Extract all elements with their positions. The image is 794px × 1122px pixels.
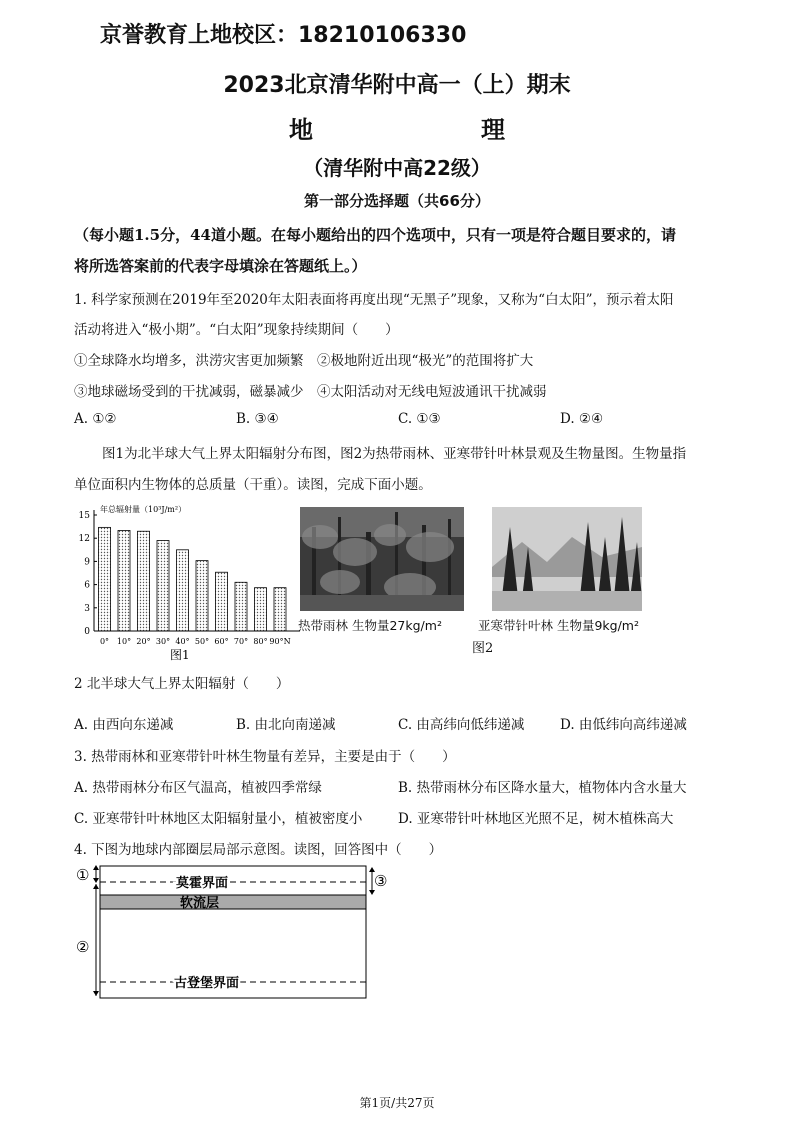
- moho-label: 莫霍界面: [176, 876, 229, 891]
- chart-xtick-label: 10°: [116, 637, 132, 646]
- label-3: ③: [374, 872, 388, 890]
- chart-bar: [216, 572, 228, 631]
- chart-bar: [235, 582, 247, 631]
- chart-xtick-label: 20°: [136, 637, 151, 646]
- chart-bar: [274, 588, 286, 631]
- q2-option-a: A. 由西向东递减: [74, 717, 174, 733]
- label-2: ②: [76, 938, 90, 956]
- instructions-line-2: 将所选答案前的代表字母填涂在答题纸上。）: [74, 257, 367, 275]
- chart-ytick-label: 3: [84, 603, 90, 614]
- q1-stem-line-1: 1. 科学家预测在2019年至2020年太阳表面将再度出现“无黑子”现象，又称为“白太阳”，预示着太阳: [74, 292, 674, 308]
- radiation-bar-chart: [70, 503, 305, 663]
- q2-option-c: C. 由高纬向低纬递减: [398, 717, 525, 733]
- q3-stem: 3. 热带雨林和亚寒带针叶林生物量有差异，主要是由于（ ）: [74, 749, 456, 765]
- rainforest-photo: [300, 507, 464, 611]
- gutenberg-label: 古登堡界面: [174, 976, 240, 991]
- chart-ytick-label: 9: [84, 557, 90, 568]
- label-1: ①: [76, 866, 90, 884]
- q2-option-d: D. 由低纬向高纬递减: [560, 717, 687, 733]
- chart-bar: [118, 530, 130, 631]
- chart-xtick-label: 30°: [155, 637, 171, 646]
- chart-ytick-label: 0: [84, 627, 90, 637]
- chart-bar: [99, 527, 111, 631]
- exam-title: 2023北京清华附中高一（上）期末: [223, 73, 571, 98]
- q3-option-b: B. 热带雨林分布区降水量大，植物体内含水量大: [398, 780, 687, 796]
- intro-line-1: 图1为北半球大气上界太阳辐射分布图，图2为热带雨林、亚寒带针叶林景观及生物量图。生物量指: [102, 446, 687, 462]
- subject-title: 地 理: [289, 116, 545, 144]
- rainforest-caption: 热带雨林 生物量27kg/m²: [298, 618, 442, 633]
- earth-layers-diagram: [70, 862, 390, 1002]
- chart-xtick-label: 50°: [194, 637, 210, 646]
- chart-xtick-label: 90°N: [269, 637, 291, 646]
- intro-line-2: 单位面积内生物体的总质量（干重）。读图，完成下面小题。: [74, 477, 432, 493]
- page-footer: 第1页/共27页: [359, 1096, 435, 1110]
- chart-ytick-label: 15: [78, 511, 90, 521]
- q2-option-b: B. 由北向南递减: [236, 717, 336, 733]
- q3-option-a: A. 热带雨林分布区气温高，植被四季常绿: [74, 780, 322, 796]
- q1-option-c: C. ①③: [398, 411, 441, 427]
- section-title: 第一部分选择题（共66分）: [304, 192, 490, 210]
- chart-xtick-label: 40°: [175, 637, 190, 646]
- chart-bar: [138, 531, 150, 631]
- chart-xtick-label: 70°: [233, 637, 249, 646]
- chart-xtick-label: 80°: [253, 637, 268, 646]
- chart-bar: [177, 550, 189, 631]
- q1-statement-1: ①全球降水均增多，洪涝灾害更加频繁 ②极地附近出现“极光”的范围将扩大: [74, 353, 534, 369]
- chart-ytick-label: 12: [78, 534, 90, 545]
- chart-bar: [157, 541, 169, 631]
- q1-stem-line-2: 活动将进入“极小期”。“白太阳”现象持续期间（ ）: [74, 322, 399, 338]
- q1-option-a: A. ①②: [74, 411, 117, 427]
- conifer-caption: 亚寒带针叶林 生物量9kg/m²: [478, 618, 639, 633]
- q1-option-b: B. ③④: [236, 411, 279, 427]
- asthenosphere-label: 软流层: [180, 896, 220, 911]
- header-contact: 京誉教育上地校区：18210106330: [100, 23, 467, 48]
- chart-ytick-label: 6: [84, 580, 90, 591]
- chart-xtick-label: 0°: [99, 637, 110, 646]
- fig1-caption: 图1: [170, 648, 190, 662]
- q1-statement-2: ③地球磁场受到的干扰减弱，磁暴减少 ④太阳活动对无线电短波通讯干扰减弱: [74, 384, 547, 400]
- chart-ylabel: 年总辐射量（10³J/m²）: [100, 505, 187, 514]
- chart-bar: [196, 561, 208, 631]
- q4-stem: 4. 下图为地球内部圈层局部示意图。读图，回答图中（ ）: [74, 842, 443, 858]
- instructions-line-1: （每小题1.5分，44道小题。在每小题给出的四个选项中，只有一项是符合题目要求的，请: [74, 226, 676, 244]
- q2-stem: 2 北半球大气上界太阳辐射（ ）: [74, 676, 290, 692]
- conifer-forest-photo: [492, 507, 642, 611]
- chart-xtick-label: 60°: [214, 637, 229, 646]
- grade-title: （清华附中高22级）: [303, 156, 491, 180]
- asthenosphere-band: [100, 895, 366, 909]
- fig2-caption: 图2: [472, 641, 494, 656]
- q3-option-d: D. 亚寒带针叶林地区光照不足，树木植株高大: [398, 811, 674, 827]
- q3-option-c: C. 亚寒带针叶林地区太阳辐射量小，植被密度小: [74, 811, 363, 827]
- q1-option-d: D. ②④: [560, 411, 604, 427]
- chart-bar: [255, 588, 267, 631]
